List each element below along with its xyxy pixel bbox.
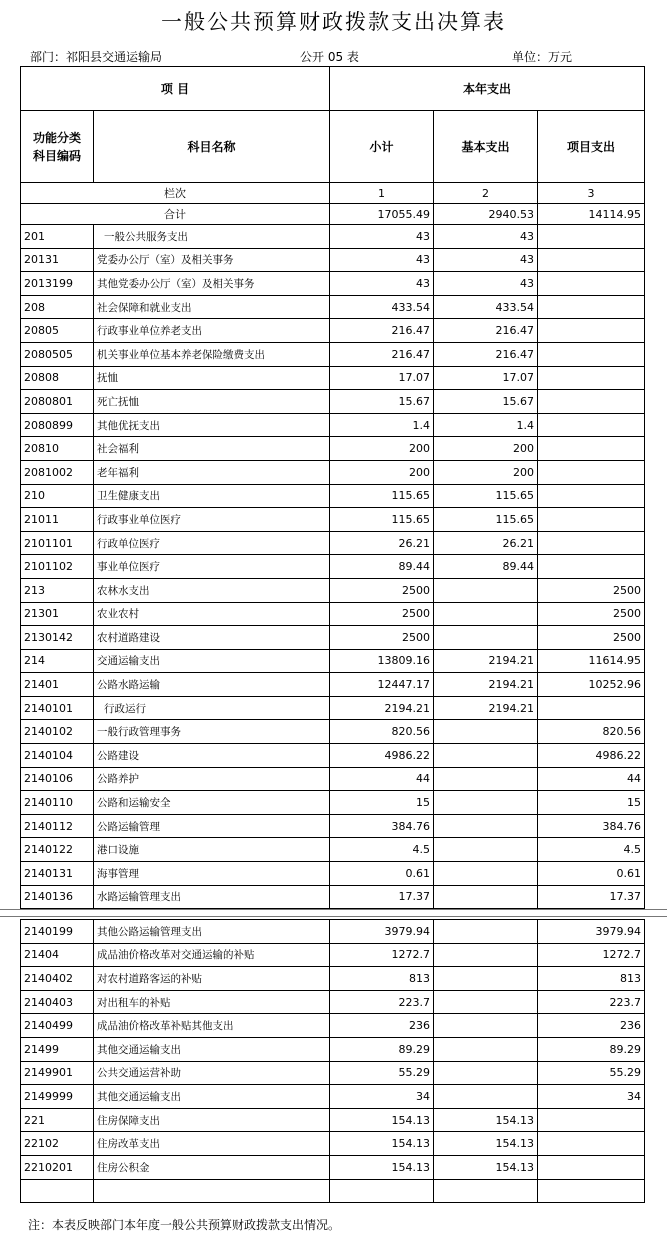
row-project [538, 319, 645, 343]
row-basic: 2194.21 [434, 649, 538, 673]
row-project: 4.5 [538, 838, 645, 862]
row-basic: 115.65 [434, 484, 538, 508]
table-row [21, 1014, 645, 1038]
header-function-code [21, 111, 94, 183]
table-row [21, 967, 645, 991]
row-code: 2140106 [21, 767, 94, 791]
row-subject-name: 公路和运输安全 [94, 791, 330, 815]
row-subject-name: 一般行政管理事务 [94, 720, 330, 744]
row-subject-name: 农村道路建设 [94, 626, 330, 650]
row-basic: 154.13 [434, 1132, 538, 1156]
table-row [21, 862, 645, 886]
row-project [538, 225, 645, 249]
row-subtotal: 2500 [330, 602, 434, 626]
row-subject-name: 事业单位医疗 [94, 555, 330, 579]
row-subject-name: 海事管理 [94, 862, 330, 886]
row-code: 208 [21, 295, 94, 319]
table-row [21, 248, 645, 272]
row-subtotal: 813 [330, 967, 434, 991]
row-project: 223.7 [538, 990, 645, 1014]
row-basic: 43 [434, 248, 538, 272]
row-code: 2101101 [21, 531, 94, 555]
page-break [0, 909, 667, 917]
row-subtotal: 12447.17 [330, 673, 434, 697]
row-project: 15 [538, 791, 645, 815]
row-subtotal: 115.65 [330, 508, 434, 532]
row-code: 2080801 [21, 390, 94, 414]
row-subtotal: 17.07 [330, 366, 434, 390]
table-row [21, 342, 645, 366]
table-row [21, 1179, 645, 1203]
row-basic [434, 720, 538, 744]
row-code: 21499 [21, 1037, 94, 1061]
row-subject-name: 公路建设 [94, 744, 330, 768]
row-subject-name: 住房改革支出 [94, 1132, 330, 1156]
row-basic: 89.44 [434, 555, 538, 579]
table-row [21, 744, 645, 768]
row-subject-name: 住房保障支出 [94, 1108, 330, 1132]
row-project [538, 248, 645, 272]
row-subtotal [330, 1179, 434, 1203]
row-subject-name: 其他优抚支出 [94, 413, 330, 437]
row-subject-name: 行政单位医疗 [94, 531, 330, 555]
row-basic [434, 943, 538, 967]
row-project [538, 437, 645, 461]
table-row [21, 225, 645, 249]
row-code: 2149901 [21, 1061, 94, 1085]
row-project: 1272.7 [538, 943, 645, 967]
row-code: 2140122 [21, 838, 94, 862]
table-row [21, 885, 645, 909]
row-subtotal: 1.4 [330, 413, 434, 437]
row-subject-name: 其他公路运输管理支出 [94, 920, 330, 944]
header-item: 项 目 [21, 67, 330, 111]
header-subtotal: 小计 [330, 111, 434, 183]
table-row [21, 791, 645, 815]
row-subject-name: 老年福利 [94, 460, 330, 484]
row-basic [434, 1037, 538, 1061]
row-subject-name: 住房公积金 [94, 1155, 330, 1179]
row-subtotal: 433.54 [330, 295, 434, 319]
row-basic: 15.67 [434, 390, 538, 414]
row-project: 813 [538, 967, 645, 991]
row-project [538, 460, 645, 484]
row-project: 820.56 [538, 720, 645, 744]
row-subtotal: 13809.16 [330, 649, 434, 673]
row-code: 2140101 [21, 696, 94, 720]
row-code: 2101102 [21, 555, 94, 579]
row-subject-name: 其他党委办公厅（室）及相关事务 [94, 272, 330, 296]
row-basic [434, 791, 538, 815]
row-subtotal: 55.29 [330, 1061, 434, 1085]
row-code: 2140104 [21, 744, 94, 768]
column-number-3: 3 [538, 183, 645, 204]
row-code: 2140112 [21, 814, 94, 838]
row-project: 11614.95 [538, 649, 645, 673]
row-subject-name: 公路水路运输 [94, 673, 330, 697]
row-subtotal: 43 [330, 225, 434, 249]
row-subtotal: 236 [330, 1014, 434, 1038]
table-row [21, 508, 645, 532]
table-row [21, 390, 645, 414]
row-code: 213 [21, 578, 94, 602]
row-subtotal: 216.47 [330, 319, 434, 343]
row-code: 2140136 [21, 885, 94, 909]
row-basic: 17.07 [434, 366, 538, 390]
row-basic [434, 1014, 538, 1038]
table-row [21, 1155, 645, 1179]
row-code: 2080899 [21, 413, 94, 437]
row-subtotal: 17.37 [330, 885, 434, 909]
row-basic: 2194.21 [434, 673, 538, 697]
row-subject-name: 水路运输管理支出 [94, 885, 330, 909]
row-subtotal: 200 [330, 437, 434, 461]
total-subtotal: 17055.49 [330, 204, 434, 225]
row-subtotal: 115.65 [330, 484, 434, 508]
footnote: 注：本表反映部门本年度一般公共预算财政拨款支出情况。 [28, 1218, 341, 1232]
row-subject-name: 行政运行 [94, 696, 330, 720]
row-project: 0.61 [538, 862, 645, 886]
row-subject-name: 社会福利 [94, 437, 330, 461]
row-code: 201 [21, 225, 94, 249]
table-row [21, 838, 645, 862]
table-row [21, 649, 645, 673]
row-code: 21401 [21, 673, 94, 697]
row-subtotal: 0.61 [330, 862, 434, 886]
table-row [21, 272, 645, 296]
row-subject-name: 机关事业单位基本养老保险缴费支出 [94, 342, 330, 366]
row-subtotal: 200 [330, 460, 434, 484]
row-project: 3979.94 [538, 920, 645, 944]
row-subject-name: 农业农村 [94, 602, 330, 626]
row-subtotal: 3979.94 [330, 920, 434, 944]
header-project: 项目支出 [538, 111, 645, 183]
row-code: 2140102 [21, 720, 94, 744]
row-code: 21404 [21, 943, 94, 967]
table-row [21, 460, 645, 484]
row-subject-name: 成品油价格改革补贴其他支出 [94, 1014, 330, 1038]
row-subject-name: 其他交通运输支出 [94, 1037, 330, 1061]
row-subtotal: 223.7 [330, 990, 434, 1014]
row-basic: 200 [434, 460, 538, 484]
row-subtotal: 43 [330, 272, 434, 296]
row-basic: 216.47 [434, 342, 538, 366]
row-subject-name: 行政事业单位养老支出 [94, 319, 330, 343]
row-basic: 43 [434, 225, 538, 249]
table-row [21, 1037, 645, 1061]
table-row [21, 720, 645, 744]
row-code: 2080505 [21, 342, 94, 366]
row-code: 2130142 [21, 626, 94, 650]
row-code: 20808 [21, 366, 94, 390]
page-title: 一般公共预算财政拨款支出决算表 [161, 10, 506, 34]
row-subject-name: 其他交通运输支出 [94, 1085, 330, 1109]
row-project: 236 [538, 1014, 645, 1038]
row-code: 20131 [21, 248, 94, 272]
row-subject-name: 公路养护 [94, 767, 330, 791]
table-row [21, 990, 645, 1014]
row-basic [434, 744, 538, 768]
row-basic: 43 [434, 272, 538, 296]
row-project [538, 342, 645, 366]
row-basic [434, 920, 538, 944]
row-subject-name [94, 1179, 330, 1203]
row-code: 214 [21, 649, 94, 673]
row-subject-name: 公共交通运营补助 [94, 1061, 330, 1085]
table-row [21, 602, 645, 626]
table-row [21, 943, 645, 967]
row-code: 22102 [21, 1132, 94, 1156]
total-project: 14114.95 [538, 204, 645, 225]
table-row [21, 1061, 645, 1085]
row-subject-name: 对出租车的补贴 [94, 990, 330, 1014]
table-row [21, 413, 645, 437]
table-row [21, 295, 645, 319]
row-project [538, 413, 645, 437]
expenditure-table-continued [20, 919, 645, 1203]
header-current-year: 本年支出 [330, 67, 645, 111]
row-subject-name: 死亡抚恤 [94, 390, 330, 414]
table-row [21, 1132, 645, 1156]
row-subtotal: 154.13 [330, 1155, 434, 1179]
row-code: 2140199 [21, 920, 94, 944]
row-project [538, 272, 645, 296]
row-subtotal: 15 [330, 791, 434, 815]
unit-label: 单位：万元 [512, 50, 573, 64]
table-row [21, 555, 645, 579]
expenditure-table [20, 66, 645, 909]
row-project [538, 1132, 645, 1156]
header-code-line1: 功能分类 [32, 130, 81, 145]
row-code: 2210201 [21, 1155, 94, 1179]
row-subtotal: 384.76 [330, 814, 434, 838]
row-basic: 1.4 [434, 413, 538, 437]
row-project: 2500 [538, 578, 645, 602]
row-project [538, 531, 645, 555]
row-subject-name: 农林水支出 [94, 578, 330, 602]
row-subtotal: 89.44 [330, 555, 434, 579]
row-subject-name: 交通运输支出 [94, 649, 330, 673]
row-project [538, 508, 645, 532]
row-subtotal: 216.47 [330, 342, 434, 366]
row-project: 384.76 [538, 814, 645, 838]
table-row [21, 531, 645, 555]
row-subtotal: 4.5 [330, 838, 434, 862]
row-basic [434, 1179, 538, 1203]
row-subtotal: 89.29 [330, 1037, 434, 1061]
header-basic: 基本支出 [434, 111, 538, 183]
row-project [538, 366, 645, 390]
row-code: 20805 [21, 319, 94, 343]
row-project: 4986.22 [538, 744, 645, 768]
row-subtotal: 15.67 [330, 390, 434, 414]
row-project: 10252.96 [538, 673, 645, 697]
row-subtotal: 26.21 [330, 531, 434, 555]
row-subtotal: 154.13 [330, 1108, 434, 1132]
row-basic [434, 1085, 538, 1109]
row-basic [434, 1061, 538, 1085]
table-row [21, 673, 645, 697]
row-subject-name: 卫生健康支出 [94, 484, 330, 508]
row-project [538, 1155, 645, 1179]
row-subtotal: 2194.21 [330, 696, 434, 720]
row-subject-name: 党委办公厅（室）及相关事务 [94, 248, 330, 272]
table-row [21, 696, 645, 720]
row-project [538, 555, 645, 579]
row-basic [434, 838, 538, 862]
row-subject-name: 港口设施 [94, 838, 330, 862]
row-project [538, 1108, 645, 1132]
table-row [21, 437, 645, 461]
table-row [21, 1085, 645, 1109]
header-subject-name: 科目名称 [94, 111, 330, 183]
row-basic: 115.65 [434, 508, 538, 532]
row-basic [434, 602, 538, 626]
row-subtotal: 43 [330, 248, 434, 272]
row-project: 55.29 [538, 1061, 645, 1085]
row-basic: 26.21 [434, 531, 538, 555]
table-row [21, 319, 645, 343]
row-project: 44 [538, 767, 645, 791]
row-basic: 2194.21 [434, 696, 538, 720]
row-basic [434, 767, 538, 791]
row-code: 20810 [21, 437, 94, 461]
table-row [21, 578, 645, 602]
row-project [538, 390, 645, 414]
row-subject-name: 公路运输管理 [94, 814, 330, 838]
row-code: 2149999 [21, 1085, 94, 1109]
row-project [538, 484, 645, 508]
row-basic [434, 862, 538, 886]
table-row [21, 626, 645, 650]
row-code: 2140402 [21, 967, 94, 991]
row-code: 2013199 [21, 272, 94, 296]
row-subtotal: 1272.7 [330, 943, 434, 967]
row-basic: 216.47 [434, 319, 538, 343]
row-subtotal: 2500 [330, 626, 434, 650]
row-basic [434, 578, 538, 602]
row-project [538, 696, 645, 720]
table-row [21, 484, 645, 508]
row-code: 2140499 [21, 1014, 94, 1038]
table-row [21, 920, 645, 944]
row-code: 221 [21, 1108, 94, 1132]
row-code: 2081002 [21, 460, 94, 484]
row-subject-name: 社会保障和就业支出 [94, 295, 330, 319]
row-code: 210 [21, 484, 94, 508]
row-subject-name: 成品油价格改革对交通运输的补贴 [94, 943, 330, 967]
row-project: 89.29 [538, 1037, 645, 1061]
row-basic [434, 885, 538, 909]
column-row-label: 栏次 [21, 183, 330, 204]
row-basic [434, 967, 538, 991]
table-row [21, 767, 645, 791]
row-subtotal: 44 [330, 767, 434, 791]
row-project: 17.37 [538, 885, 645, 909]
row-basic: 200 [434, 437, 538, 461]
row-subtotal: 820.56 [330, 720, 434, 744]
row-project [538, 295, 645, 319]
table-row [21, 1108, 645, 1132]
row-basic: 154.13 [434, 1155, 538, 1179]
row-code: 2140110 [21, 791, 94, 815]
row-project: 2500 [538, 626, 645, 650]
total-basic: 2940.53 [434, 204, 538, 225]
column-number-2: 2 [434, 183, 538, 204]
row-basic [434, 626, 538, 650]
department-label: 部门：祁阳县交通运输局 [30, 50, 163, 64]
row-subtotal: 2500 [330, 578, 434, 602]
row-project: 2500 [538, 602, 645, 626]
row-basic [434, 814, 538, 838]
table-row [21, 814, 645, 838]
row-subject-name: 对农村道路客运的补贴 [94, 967, 330, 991]
row-subtotal: 34 [330, 1085, 434, 1109]
row-basic: 433.54 [434, 295, 538, 319]
row-subtotal: 154.13 [330, 1132, 434, 1156]
table-row [21, 366, 645, 390]
row-basic [434, 990, 538, 1014]
row-code: 21301 [21, 602, 94, 626]
row-subject-name: 一般公共服务支出 [94, 225, 330, 249]
column-number-1: 1 [330, 183, 434, 204]
total-label: 合计 [21, 204, 330, 225]
row-subject-name: 行政事业单位医疗 [94, 508, 330, 532]
header-code-line2: 科目编码 [32, 148, 81, 163]
row-code: 21011 [21, 508, 94, 532]
row-subject-name: 抚恤 [94, 366, 330, 390]
row-project: 34 [538, 1085, 645, 1109]
row-code: 2140403 [21, 990, 94, 1014]
row-project [538, 1179, 645, 1203]
row-basic: 154.13 [434, 1108, 538, 1132]
row-code [21, 1179, 94, 1203]
row-code: 2140131 [21, 862, 94, 886]
form-number: 公开 05 表 [300, 50, 359, 64]
row-subtotal: 4986.22 [330, 744, 434, 768]
